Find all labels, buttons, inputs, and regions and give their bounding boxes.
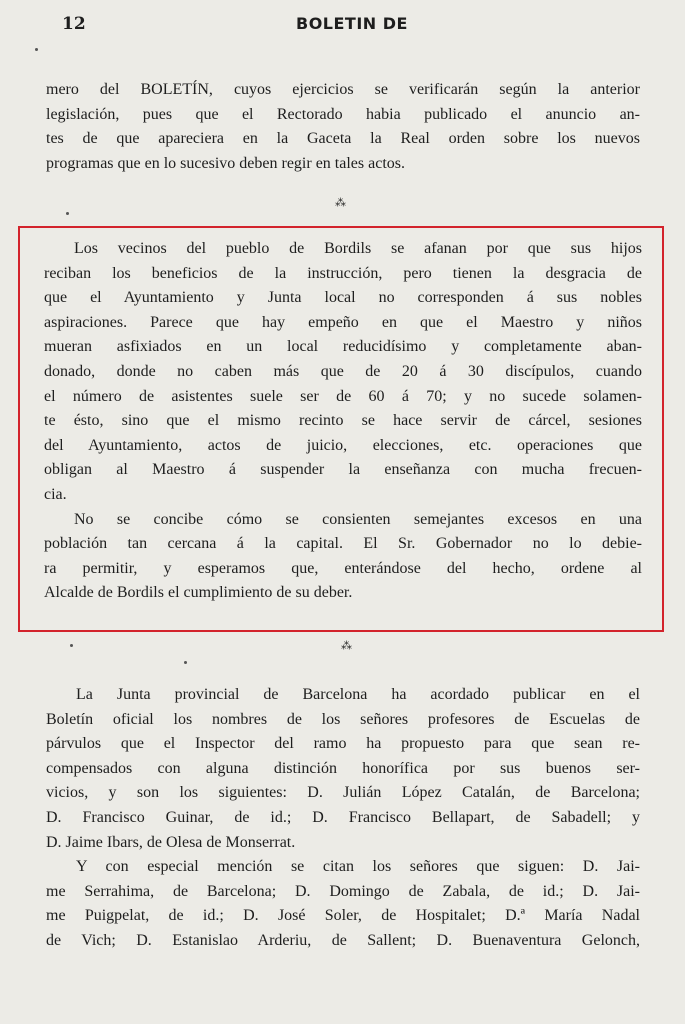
text-line: el número de asistentes suele ser de 60 á 70; y no sucede solamen- <box>44 387 642 405</box>
print-speck <box>35 48 38 51</box>
text-line: párvulos que el Inspector del ramo ha propuesto para que sean re- <box>46 735 640 753</box>
text-line: donado, donde no caben más que de 20 á 30 discípulos, cuando <box>44 362 642 380</box>
text-line: legislación, pues que el Rectorado habia publicado el anuncio an- <box>46 105 640 123</box>
print-speck <box>66 212 69 215</box>
continued-paragraph <box>46 78 640 176</box>
page-number: 12 <box>62 14 86 34</box>
text-line: obligan al Maestro á suspender la enseñanza con mucha frecuen- <box>44 461 642 479</box>
asterism-separator: ⁂ <box>335 196 346 209</box>
text-line: vicios, y son los siguientes: D. Julián López Catalán, de Barcelona; <box>46 784 640 802</box>
text-line: te ésto, sino que el mismo recinto se hace servir de cárcel, sesiones <box>44 412 642 430</box>
text-line: D. Jaime Ibars, de Olesa de Monserrat. <box>46 833 296 851</box>
print-speck <box>184 661 187 664</box>
text-line: programas que en lo sucesivo deben regir en tales actos. <box>46 154 405 172</box>
running-title: BOLETIN DE <box>296 14 408 33</box>
junta-article <box>46 683 640 954</box>
text-line: tes de que apareciera en la Gaceta la Real orden sobre los nuevos <box>46 130 640 148</box>
text-line: me Puigpelat, de id.; D. José Soler, de Hospitalet; D.ª María Nadal <box>46 907 640 925</box>
text-line: ra permitir, y esperamos que, enterándose del hecho, ordene al <box>44 559 642 577</box>
highlighted-article <box>44 237 642 606</box>
text-line: D. Francisco Guinar, de id.; D. Francisco Bellapart, de Sabadell; y <box>46 808 640 826</box>
text-line: No se concibe cómo se consienten semejantes excesos en una <box>74 510 642 528</box>
text-line: Boletín oficial los nombres de los señores profesores de Escuelas de <box>46 710 640 728</box>
text-line: población tan cercana á la capital. El Sr. Gobernador no lo debie- <box>44 535 642 553</box>
text-line: de Vich; D. Estanislao Arderiu, de Sallent; D. Buenaventura Gelonch, <box>46 931 640 949</box>
print-speck <box>70 644 73 647</box>
text-line: mueran asfixiados en un local reducidísimo y completamente aban- <box>44 338 642 356</box>
text-line: que el Ayuntamiento y Junta local no corresponden á sus nobles <box>44 289 642 307</box>
text-line: aspiraciones. Parece que hay empeño en que el Maestro y niños <box>44 313 642 331</box>
text-line: me Serrahima, de Barcelona; D. Domingo de Zabala, de id.; D. Jai- <box>46 882 640 900</box>
text-line: Los vecinos del pueblo de Bordils se afanan por que sus hijos <box>74 240 642 257</box>
text-line: reciban los beneficios de la instrucción, pero tienen la desgracia de <box>44 264 642 282</box>
text-line: compensados con alguna distinción honorífica por sus buenos ser- <box>46 759 640 777</box>
page-header <box>0 14 685 42</box>
text-line: La Junta provincial de Barcelona ha acordado publicar en el <box>76 686 640 703</box>
text-line: del Ayuntamiento, actos de juicio, elecciones, etc. operaciones que <box>44 436 642 454</box>
asterism-separator: ⁂ <box>341 639 352 652</box>
text-line: Y con especial mención se citan los señores que siguen: D. Jai- <box>76 858 640 876</box>
text-line: cia. <box>44 485 67 503</box>
text-line: Alcalde de Bordils el cumplimiento de su deber. <box>44 584 353 602</box>
text-line: mero del BOLETÍN, cuyos ejercicios se verificarán según la anterior <box>46 81 640 98</box>
